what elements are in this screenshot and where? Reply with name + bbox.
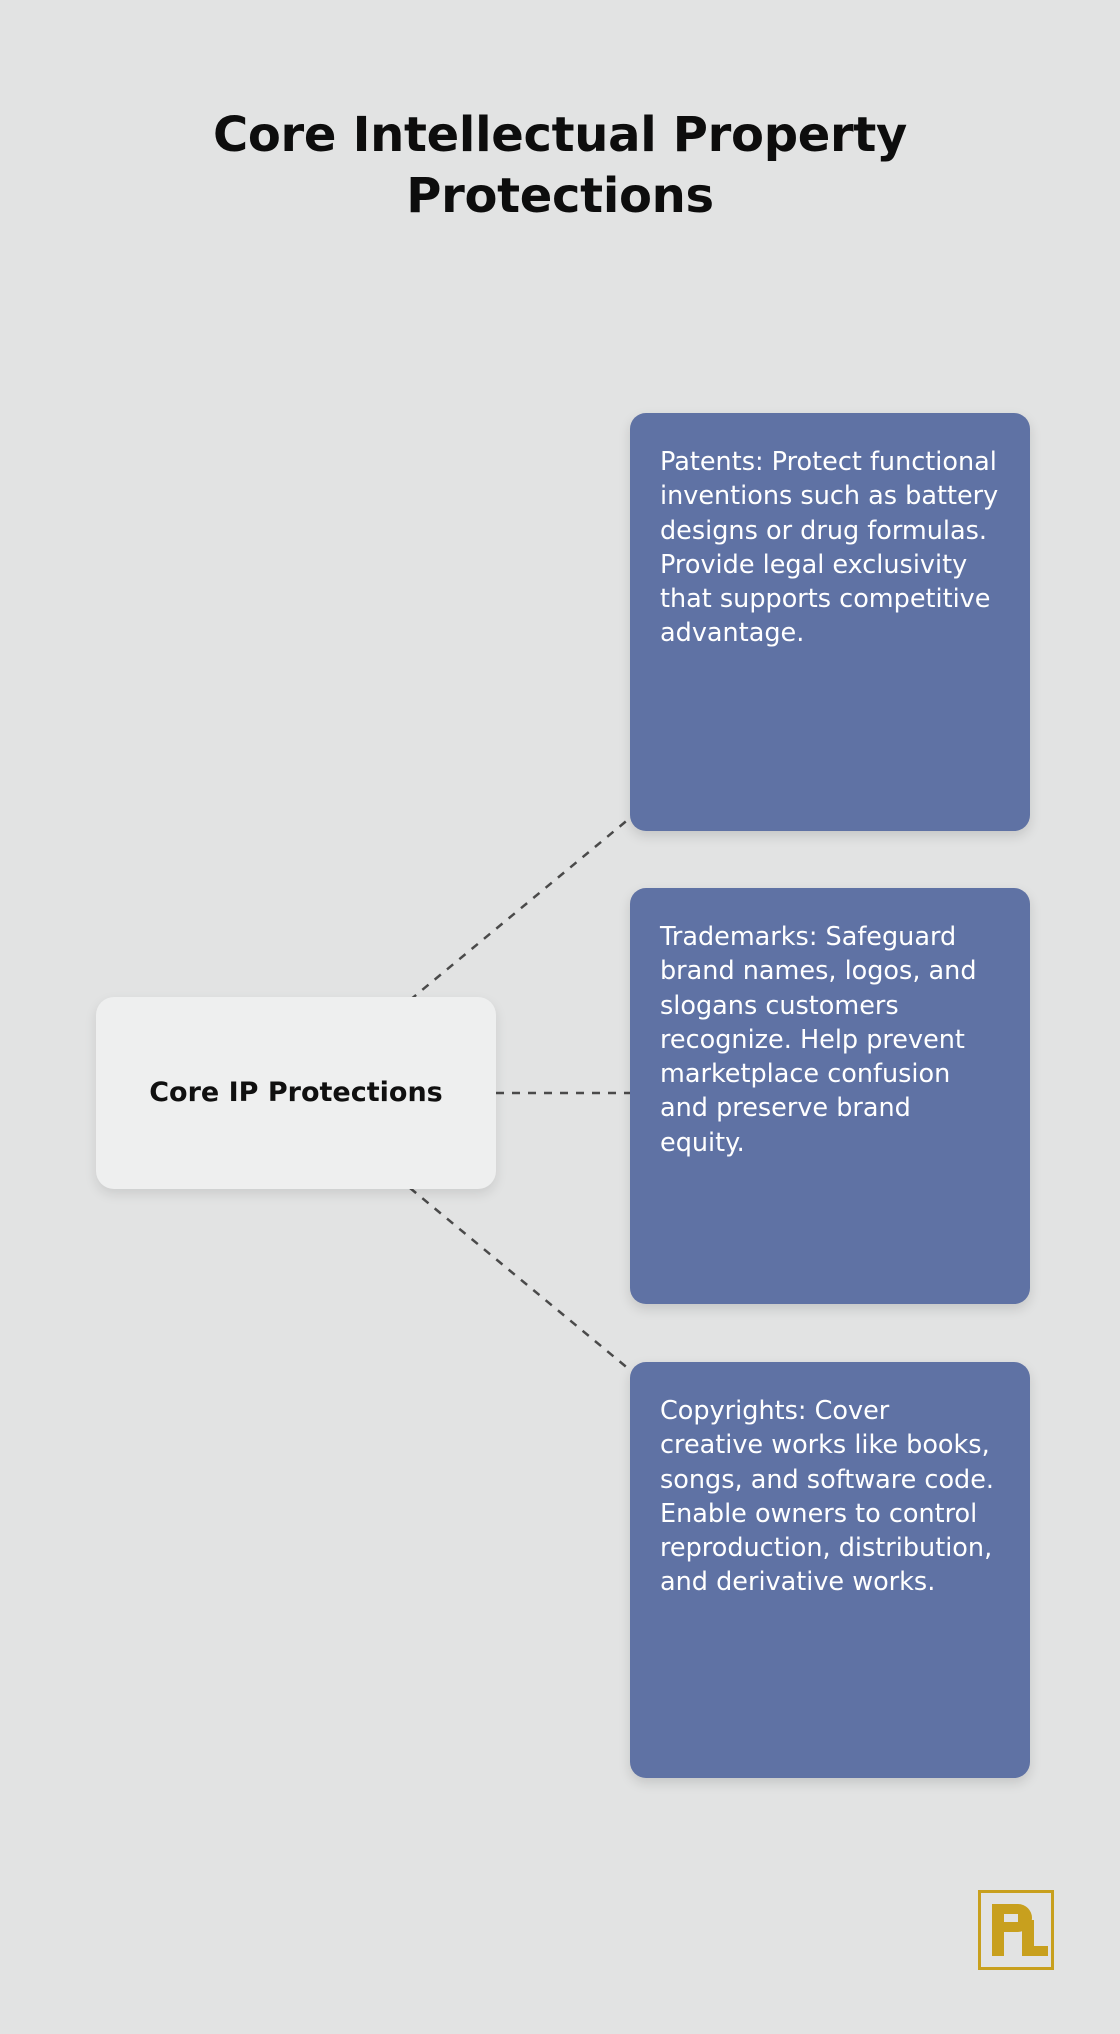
connector-line-copyrights: [410, 1188, 630, 1370]
branch-text-trademarks: Trademarks: Safeguard brand names, logos, and slogans customers recognize. Help prevent marketplace confusion and preserve brand equity.: [660, 922, 977, 1158]
branch-card-patents[interactable]: [630, 413, 1030, 831]
branch-text-copyrights: Copyrights: Cover creative works like books, songs, and software code. Enable owners to control reproduction, distribution, and derivative works.: [660, 1396, 995, 1598]
branch-text-patents: Patents: Protect functional inventions such as battery designs or drug formulas. Provide legal exclusivity that supports competitive advantage.: [660, 447, 999, 649]
branch-card-trademarks[interactable]: [630, 888, 1030, 1304]
center-node[interactable]: [96, 997, 496, 1189]
connector-line-patents: [410, 818, 630, 1000]
page-title: Core Intellectual Property Protections: [212, 107, 908, 225]
branch-card-copyrights[interactable]: [630, 1362, 1030, 1778]
pl-monogram-logo: [978, 1890, 1054, 1970]
center-node-label: Core IP Protections: [149, 1076, 443, 1108]
